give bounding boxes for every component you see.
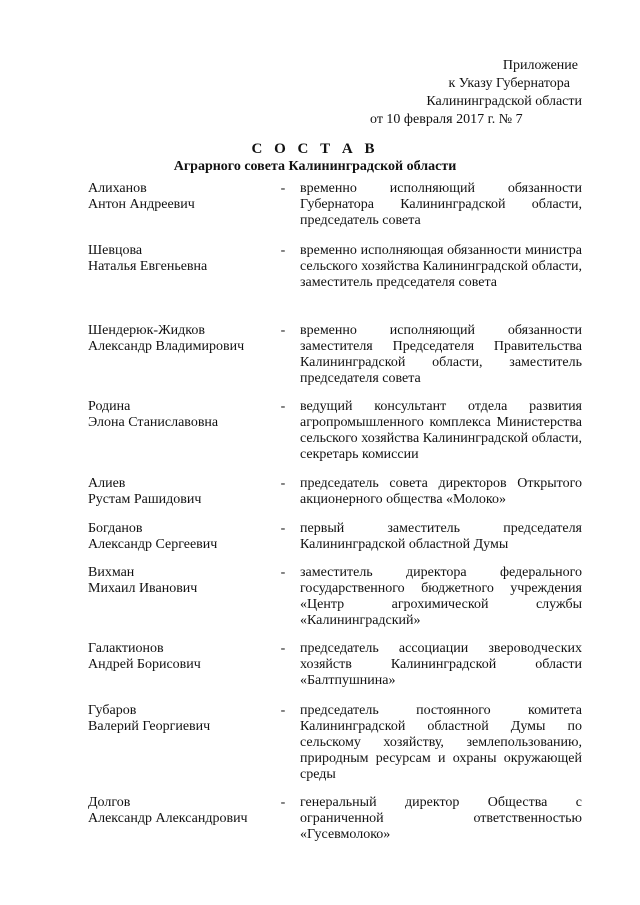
member-name <box>88 323 278 355</box>
member-given-names: Элона Станиславовна <box>88 415 219 430</box>
member-role: председатель совета директоров Открытого акционерного общества «Молоко» <box>300 476 582 507</box>
member-row <box>88 181 598 243</box>
member-dash: - <box>280 641 286 656</box>
member-role: заместитель директора федерального государственного бюджетного учреждения «Центр агрохимической службы «Калининградский» <box>300 565 582 628</box>
member-name <box>88 795 278 827</box>
member-given-names: Александр Владимирович <box>88 339 245 354</box>
member-name <box>88 399 278 431</box>
member-given-names: Рустам Рашидович <box>88 492 202 507</box>
member-given-names: Наталья Евгеньевна <box>88 259 208 274</box>
member-name <box>88 641 278 673</box>
member-row <box>88 521 598 565</box>
member-given-names: Валерий Георгиевич <box>88 719 211 734</box>
member-row <box>88 399 598 476</box>
member-surname: Богданов <box>88 521 143 536</box>
member-given-names: Александр Сергеевич <box>88 537 218 552</box>
member-given-names: Михаил Иванович <box>88 581 198 596</box>
members-list <box>88 181 598 855</box>
member-name <box>88 476 278 508</box>
member-role: ведущий консультант отдела развития агропромышленного комплекса Министерства сельского хозяйства Калининградской области, секретарь комиссии <box>300 399 582 462</box>
member-row <box>88 243 598 323</box>
member-surname: Губаров <box>88 703 137 718</box>
member-surname: Алиев <box>88 476 126 491</box>
appendix-line: Калининградской области <box>426 94 582 109</box>
member-name <box>88 521 278 553</box>
member-dash: - <box>280 795 286 810</box>
appendix-line: к Указу Губернатора <box>448 76 570 91</box>
member-name <box>88 703 278 735</box>
member-surname: Шендерюк-Жидков <box>88 323 205 338</box>
document-subtitle: Аграрного совета Калининградской области <box>173 159 457 174</box>
member-dash: - <box>280 476 286 491</box>
member-row <box>88 641 598 703</box>
member-dash: - <box>280 399 286 414</box>
member-dash: - <box>280 703 286 718</box>
member-surname: Галактионов <box>88 641 164 656</box>
member-role: председатель постоянного комитета Калининградской областной Думы по сельскому хозяйству, землепользованию, природным ресурсам и охраны окружающей среды <box>300 703 582 782</box>
member-role: временно исполняющий обязанности заместителя Председателя Правительства Калининградской области, заместитель председателя совета <box>300 323 582 386</box>
member-surname: Шевцова <box>88 243 143 258</box>
member-dash: - <box>280 181 286 196</box>
member-row <box>88 565 598 641</box>
member-name <box>88 181 278 213</box>
member-row <box>88 323 598 399</box>
member-row <box>88 795 598 855</box>
appendix-date-line: от 10 февраля 2017 г. № 7 <box>370 112 523 127</box>
appendix-header <box>360 57 592 129</box>
member-given-names: Александр Александрович <box>88 811 248 826</box>
member-dash: - <box>280 323 286 338</box>
member-given-names: Антон Андреевич <box>88 197 195 212</box>
member-dash: - <box>280 565 286 580</box>
member-dash: - <box>280 521 286 536</box>
member-surname: Долгов <box>88 795 131 810</box>
member-role: первый заместитель председателя Калининградской областной Думы <box>300 521 582 552</box>
member-surname: Родина <box>88 399 131 414</box>
document-title: С О С Т А В <box>251 141 379 157</box>
member-role: председатель ассоциации звероводческих хозяйств Калининградской области «Балтпушнина» <box>300 641 582 688</box>
member-role: временно исполняющая обязанности министра сельского хозяйства Калининградской области, заместитель председателя совета <box>300 243 582 290</box>
member-name <box>88 565 278 597</box>
member-surname: Алиханов <box>88 181 147 196</box>
member-name <box>88 243 278 275</box>
member-role: временно исполняющий обязанности Губернатора Калининградской области, председатель совета <box>300 181 582 228</box>
member-row <box>88 476 598 521</box>
document-heading <box>150 140 480 175</box>
member-surname: Вихман <box>88 565 135 580</box>
member-role: генеральный директор Общества с ограниченной ответственностью «Гусевмолоко» <box>300 795 582 842</box>
member-row <box>88 703 598 795</box>
member-dash: - <box>280 243 286 258</box>
member-given-names: Андрей Борисович <box>88 657 201 672</box>
appendix-line: Приложение <box>502 58 578 73</box>
